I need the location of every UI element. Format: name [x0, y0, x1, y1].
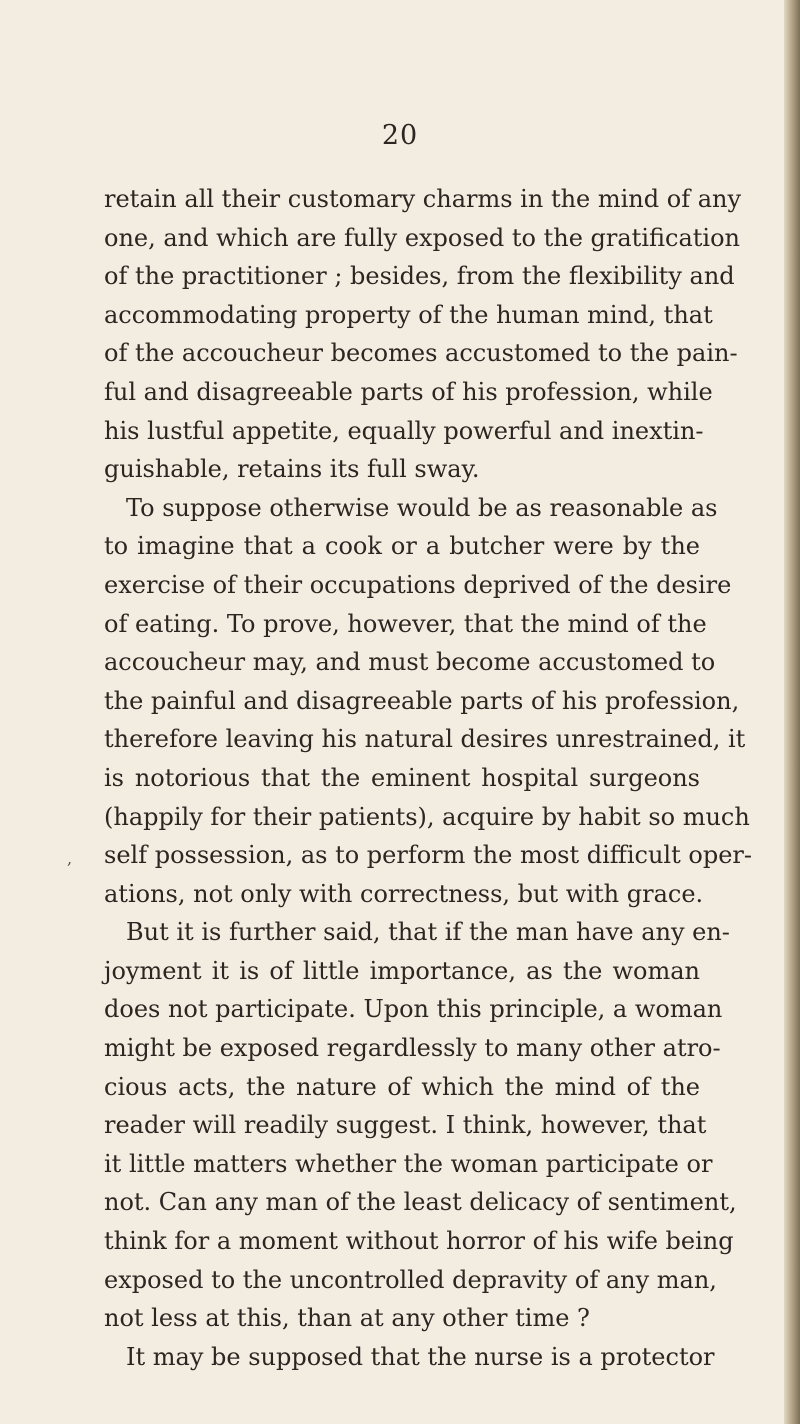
page-edge-shadow [784, 0, 800, 1424]
text-line: of the practitioner ; besides, from the flexibility and [104, 262, 735, 291]
text-line: retain all their customary charms in the mind of any [104, 185, 742, 213]
text-line: therefore leaving his natural desires unrestrained, it [104, 725, 746, 754]
text-line: his lustful appetite, equally powerful and inextin- [104, 416, 704, 445]
text-line: might be exposed regardlessly to many other atro- [104, 1034, 721, 1063]
margin-mark: , [67, 849, 73, 868]
text-line: one, and which are fully exposed to the gratification [104, 223, 740, 252]
text-line: it little matters whether the woman participate or [104, 1149, 713, 1178]
text-line: self possession, as to perform the most difficult oper- [104, 841, 752, 870]
text-line: the painful and disagreeable parts of his profession, [104, 686, 740, 715]
text-line: guishable, retains its full sway. [104, 455, 480, 484]
text-line: accoucheur may, and must become accustomed to [104, 648, 716, 677]
text-line: of the accoucheur becomes accustomed to the pain- [104, 339, 738, 368]
page-number: 20 [381, 120, 419, 151]
text-line: But it is further said, that if the man have any en- [126, 918, 730, 947]
text-line: (happily for their patients), acquire by habit so much [104, 802, 750, 831]
text-line: to imagine that a cook or a butcher were by the [104, 532, 700, 561]
text-line: does not participate. Upon this principle, a woman [104, 995, 723, 1024]
text-line: To suppose otherwise would be as reasonable as [126, 493, 718, 522]
text-line: reader will readily suggest. I think, however, that [104, 1111, 707, 1140]
text-line: exposed to the uncontrolled depravity of any man, [104, 1265, 717, 1294]
text-line: It may be supposed that the nurse is a protector [126, 1342, 715, 1371]
text-line: accommodating property of the human mind, that [104, 300, 713, 329]
text-line: cious acts, the nature of which the mind of the [104, 1072, 700, 1101]
text-line: ations, not only with correctness, but with grace. [104, 879, 704, 908]
body-text [104, 180, 752, 1376]
text-line: ful and disagreeable parts of his profession, while [104, 377, 713, 406]
text-line: not less at this, than at any other time ? [104, 1304, 590, 1333]
text-line: is notorious that the eminent hospital surgeons [104, 763, 700, 792]
text-line: think for a moment without horror of his wife being [104, 1227, 734, 1256]
text-line: of eating. To prove, however, that the mind of the [104, 609, 707, 638]
text-line: joyment it is of little importance, as the woman [104, 956, 700, 985]
text-line: not. Can any man of the least delicacy of sentiment, [104, 1188, 737, 1217]
text-line: exercise of their occupations deprived of the desire [104, 570, 732, 599]
